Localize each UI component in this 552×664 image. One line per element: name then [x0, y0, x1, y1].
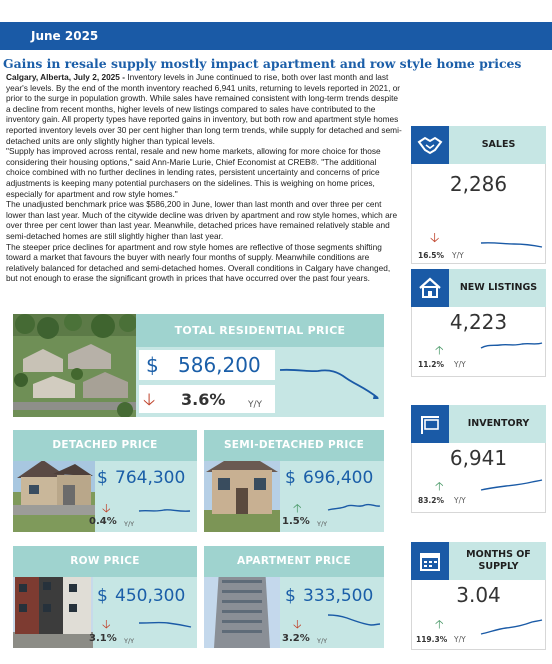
row-price-title: ROW PRICE [70, 555, 140, 567]
apartment-price-yy: Y/Y [317, 637, 328, 645]
months-of-supply-title: MONTHS OF SUPPLY [466, 549, 531, 572]
inventory-title: INVENTORY [467, 418, 530, 429]
new-listings-card-header [411, 269, 546, 307]
apartment-price-value: 333,500 [303, 586, 374, 606]
inventory-card [411, 405, 546, 513]
apartment-price-title-bar [204, 546, 384, 577]
semi-detached-price-sparkline [327, 500, 381, 514]
new-listings-yy: Y/Y [454, 360, 466, 369]
headline: Gains in resale supply mostly impact apartment and row style home prices [3, 56, 522, 71]
inventory-change: 83.2% [418, 496, 445, 505]
semi-detached-price-currency: $ [285, 468, 296, 488]
new-listings-arrow-icon: 🡡 [435, 343, 444, 357]
header-bar [0, 22, 552, 50]
sales-yy: Y/Y [452, 251, 464, 260]
article-paragraph-3: The unadjusted benchmark price was $586,200 in June, lower than last month and over three per cent lower than last year. Much of the citywide decline was driven by apartment and row style homes, which are over three per cent lower than last year. Meanwhile, detached prices have remained relatively stable and semi-detached homes are still slightly higher than last year. [6, 199, 398, 241]
apartment-price-arrow-icon: 🡣 [293, 617, 302, 631]
article-lead: Calgary, Alberta, July 2, 2025 - [6, 72, 125, 82]
new-listings-value: 4,223 [449, 310, 508, 334]
total-price-sparkline [278, 360, 380, 402]
row-price-yy: Y/Y [124, 637, 135, 645]
semi-detached-price-change: 1.5% [282, 516, 310, 527]
detached-price-currency: $ [97, 468, 108, 488]
for-sale-sign-icon [411, 405, 449, 443]
semi-detached-price-title: SEMI-DETACHED PRICE [223, 439, 365, 451]
inventory-sparkline [480, 476, 544, 494]
inventory-card-header [411, 405, 546, 443]
report-date: June 2025 [31, 29, 99, 43]
apartment-price-title: APARTMENT PRICE [236, 555, 352, 567]
total-price-arrow-icon: 🡣 [143, 390, 156, 409]
row-price-change: 3.1% [89, 633, 117, 644]
row-price-sparkline [138, 618, 192, 632]
new-listings-sparkline [480, 340, 544, 356]
months-of-supply-card-header [411, 542, 546, 580]
new-listings-change: 11.2% [418, 360, 445, 369]
calendar-icon [411, 542, 449, 580]
apartment-price-currency: $ [285, 586, 296, 606]
detached-price-sparkline [138, 504, 192, 518]
semi-detached-price-arrow-icon: 🡡 [293, 501, 302, 515]
row-price-arrow-icon: 🡣 [102, 617, 111, 631]
sales-value: 2,286 [449, 172, 508, 196]
article-paragraph-2: "Supply has improved across rental, resale and new home markets, allowing for more choice for those considering their housing options," said Ann-Marie Lurie, Chief Economist at CREB®. "The additional choice combined with no further declines in lending rates, persistent uncertainty and concerns of price adjustments is keeping many potential purchasers on the sidelines. This is weighing on home prices, especially for apartment and row style homes." [6, 146, 381, 199]
apartment-price-change: 3.2% [282, 633, 310, 644]
semi-detached-price-title-bar [204, 430, 384, 461]
new-listings-card [411, 269, 546, 377]
total-price-title-bar [136, 314, 384, 347]
detached-price-arrow-icon: 🡣 [102, 501, 111, 515]
inventory-yy: Y/Y [454, 496, 466, 505]
sales-change: 16.5% [418, 251, 445, 260]
total-price-yy: Y/Y [248, 400, 263, 410]
detached-price-title-bar [13, 430, 197, 461]
semi-detached-price-yy: Y/Y [317, 520, 328, 528]
row-price-currency: $ [97, 586, 108, 606]
row-price-title-bar [13, 546, 197, 577]
total-price-change: 3.6% [181, 390, 226, 409]
inventory-arrow-icon: 🡡 [435, 479, 444, 493]
sales-card-header [411, 126, 546, 164]
detached-price-title: DETACHED PRICE [52, 439, 158, 451]
detached-price-value: 764,300 [115, 468, 186, 488]
months-of-supply-value: 3.04 [456, 583, 501, 607]
row-price-value: 450,300 [115, 586, 186, 606]
sales-arrow-icon: 🡣 [430, 230, 440, 245]
months-of-supply-sparkline [480, 617, 544, 637]
semi-detached-price-value: 696,400 [303, 468, 374, 488]
detached-price-yy: Y/Y [124, 520, 135, 528]
article-paragraph-4: The steeper price declines for apartment and row style homes are reflective of those segments shifting toward a market that favours the buyer with nearly four months of supply. Meanwhile conditions are relatively balanced for detached and semi-detached homes. Overall conditions in Calgary have changed, but not enough to erase the significant growth in prices that have occurred over the past four years. [6, 241, 391, 284]
months-of-supply-yy: Y/Y [454, 635, 466, 644]
detached-price-change: 0.4% [89, 516, 117, 527]
total-price-title: TOTAL RESIDENTIAL PRICE [174, 324, 346, 337]
months-of-supply-arrow-icon: 🡡 [435, 617, 444, 631]
article-body [6, 72, 402, 284]
total-price-currency: $ [146, 353, 159, 377]
inventory-value: 6,941 [449, 446, 508, 470]
months-of-supply-change: 119.3% [416, 635, 448, 644]
total-price-value: 586,200 [178, 353, 261, 377]
article-paragraph-1: Calgary, Alberta, July 2, 2025 - Inventory levels in June continued to rise, both over last month and last year's levels. By the end of the month inventory reached 6,941 units, returning to levels reported in 2021, or prior to the surge in population growth. While sales have remained consistent with long-term trends despite a decline from recent months, higher levels of new listings compared to sales have contributed to the inventory gain. All property types have reported gains in inventory, but both row and apartment style homes reported inventory levels over 30 per cent higher than long term trends, while supply for detached and semi-detached units are only slightly higher than typical levels. [6, 72, 402, 146]
handshake-icon [411, 126, 449, 164]
sales-sparkline [480, 235, 544, 251]
months-of-supply-card [411, 542, 546, 650]
sales-card [411, 126, 546, 264]
sales-title: SALES [481, 139, 516, 150]
house-icon [411, 269, 449, 307]
aerial-neighbourhood-photo [13, 314, 136, 417]
new-listings-title: NEW LISTINGS [459, 282, 538, 293]
apartment-price-sparkline [327, 612, 381, 628]
